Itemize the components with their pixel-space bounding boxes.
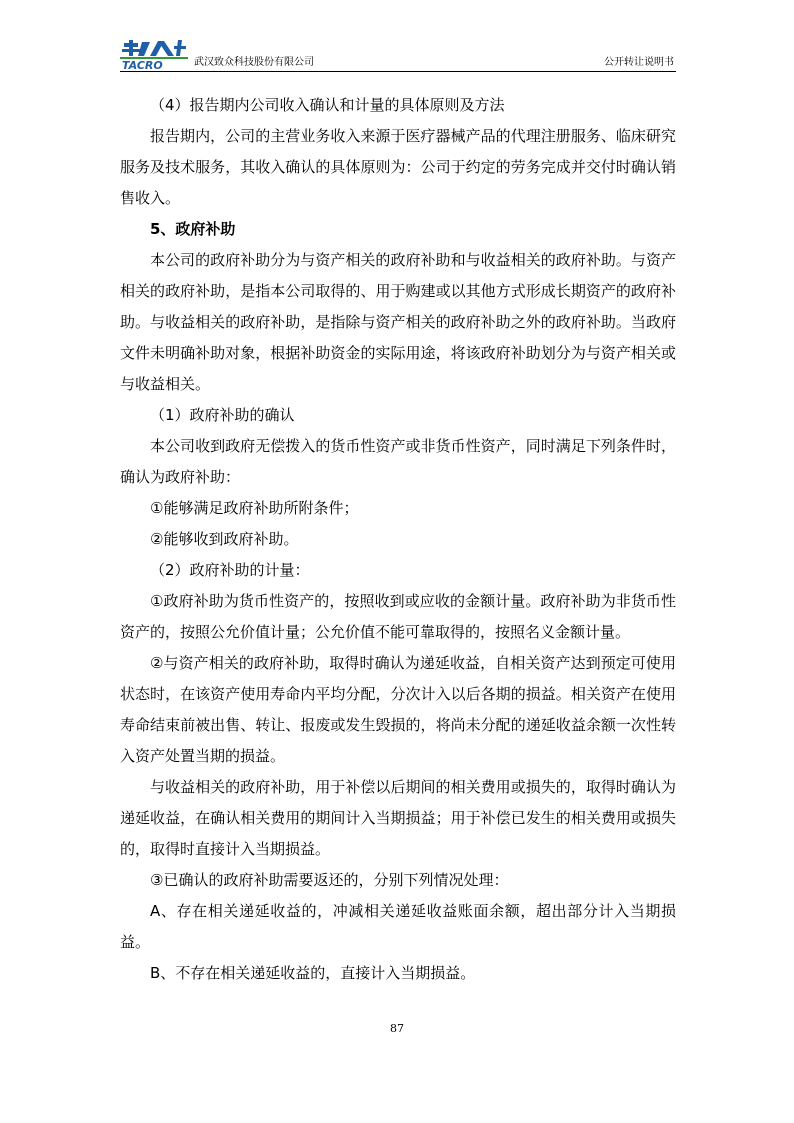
paragraph: B、不存在相关递延收益的，直接计入当期损益。 bbox=[150, 964, 476, 982]
paragraph: ①政府补助为货币性资产的，按照收到或应收的金额计量。政府补助为非货币性资产的，按照公允价值计量；公允价值不能可靠取得的，按照名义金额计量。 bbox=[120, 592, 676, 641]
paragraph: ③已确认的政府补助需要返还的，分别下列情况处理： bbox=[150, 871, 509, 889]
header-divider bbox=[120, 71, 676, 72]
paragraph: 本公司收到政府无偿拨入的货币性资产或非货币性资产，同时满足下列条件时，确认为政府补助： bbox=[120, 437, 676, 486]
paragraph: A、存在相关递延收益的，冲减相关递延收益账面余额，超出部分计入当期损益。 bbox=[120, 902, 676, 951]
logo-text: TACRO bbox=[122, 59, 163, 70]
section-heading: 5、政府补助 bbox=[150, 220, 236, 238]
company-logo bbox=[120, 40, 190, 70]
document-body bbox=[120, 90, 676, 989]
paragraph: 与收益相关的政府补助，用于补偿以后期间的相关费用或损失的，取得时确认为递延收益，在确认相关费用的期间计入当期损益；用于补偿已发生的相关费用或损失的，取得时直接计入当期损益。 bbox=[120, 778, 676, 858]
paragraph: 报告期内，公司的主营业务收入来源于医疗器械产品的代理注册服务、临床研究服务及技术服务，其收入确认的具体原则为：公司于约定的劳务完成并交付时确认销售收入。 bbox=[120, 127, 676, 207]
paragraph: ①能够满足政府补助所附条件； bbox=[150, 499, 359, 517]
document-title: 公开转让说明书 bbox=[604, 57, 674, 68]
page-number: 87 bbox=[390, 1022, 404, 1035]
paragraph: （2）政府补助的计量： bbox=[150, 561, 310, 579]
paragraph: （1）政府补助的确认 bbox=[150, 406, 295, 424]
paragraph: （4）报告期内公司收入确认和计量的具体原则及方法 bbox=[150, 96, 505, 114]
company-name: 武汉致众科技股份有限公司 bbox=[194, 57, 314, 68]
paragraph: 本公司的政府补助分为与资产相关的政府补助和与收益相关的政府补助。与资产相关的政府补助，是指本公司取得的、用于购建或以其他方式形成长期资产的政府补助。与收益相关的政府补助，是指除与资产相关的政府补助之外的政府补助。当政府文件未明确补助对象，根据补助资金的实际用途，将该政府补助划分为与资产相关或与收益相关。 bbox=[120, 251, 676, 393]
page-header bbox=[120, 40, 676, 74]
paragraph: ②能够收到政府补助。 bbox=[150, 530, 299, 548]
paragraph: ②与资产相关的政府补助，取得时确认为递延收益，自相关资产达到预定可使用状态时，在该资产使用寿命内平均分配，分次计入以后各期的损益。相关资产在使用寿命结束前被出售、转让、报废或发生毁损的，将尚未分配的递延收益余额一次性转入资产处置当期的损益。 bbox=[120, 654, 676, 765]
